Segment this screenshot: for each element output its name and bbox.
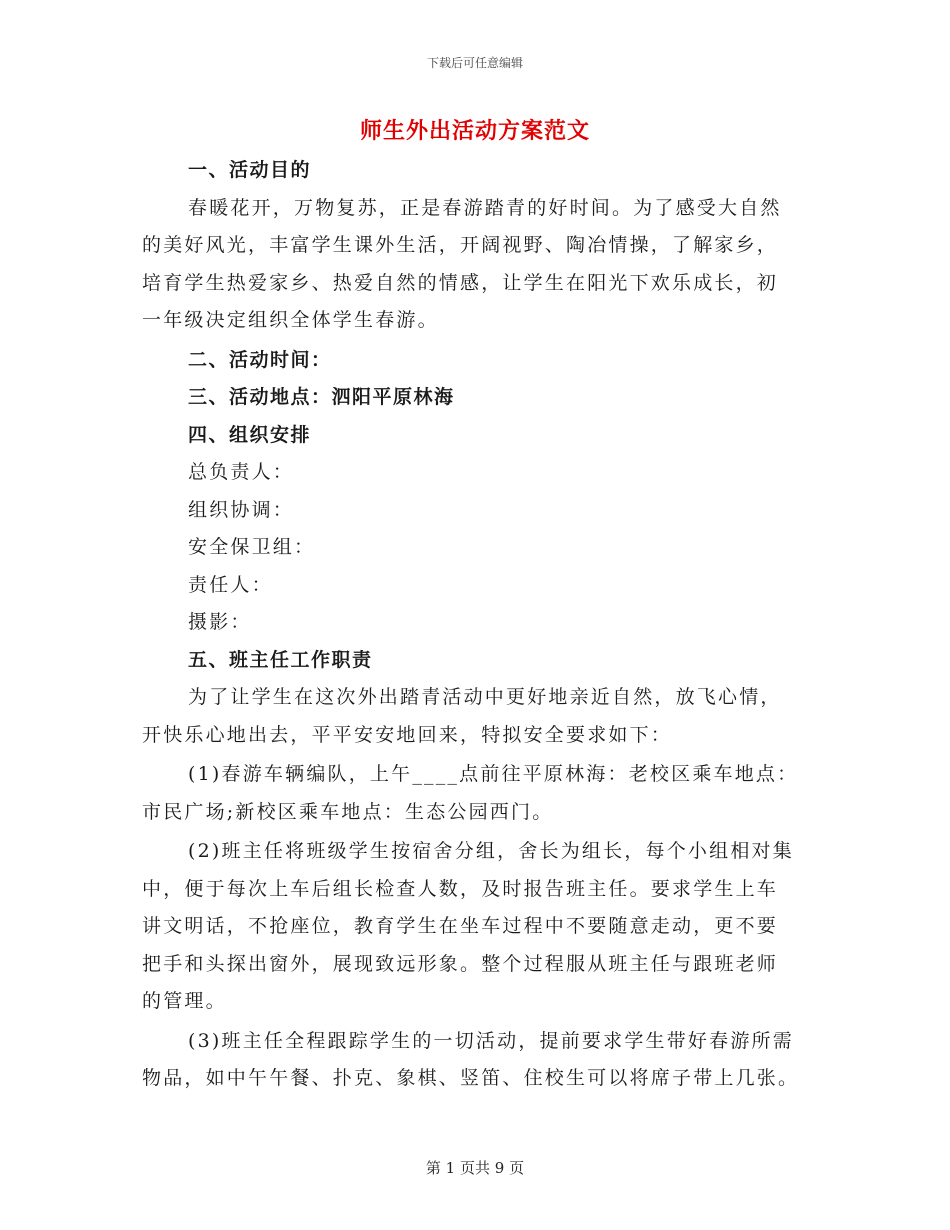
paragraph-line: 培育学生热爱家乡、热爱自然的情感，让学生在阳光下欢乐成长，初 — [142, 271, 779, 294]
paragraph-line: 的美好风光，丰富学生课外生活，开阔视野、陶冶情操，了解家乡， — [142, 234, 779, 256]
paragraph-line: 为了让学生在这次外出踏青活动中更好地亲近自然，放飞心情， — [188, 686, 782, 708]
org-item-photography: 摄影： — [188, 611, 252, 633]
page-number: 第 1 页共 9 页 — [425, 1159, 525, 1177]
document-body — [142, 152, 810, 1098]
section-4-heading: 四、组织安排 — [188, 423, 312, 446]
list-item-1-line: (1)春游车辆编队，上午____点前往平原林海：老校区乘车地点： — [188, 763, 799, 785]
section-1-heading: 一、活动目的 — [188, 159, 312, 181]
document-title: 师生外出活动方案范文 — [359, 118, 590, 144]
list-item-2-line: 讲文明话，不抢座位，教育学生在坐车过程中不要随意走动，更不要 — [142, 915, 779, 937]
paragraph-line: 春暖花开，万物复苏，正是春游踏青的好时间。为了感受大自然 — [188, 196, 782, 219]
section-2-heading: 二、活动时间： — [188, 348, 332, 371]
org-item-responsible: 责任人： — [188, 573, 273, 596]
paragraph-line: 开快乐心地出去，平平安安地回来，特拟安全要求如下： — [142, 723, 673, 746]
list-item-2-line: (2)班主任将班级学生按宿舍分组，舍长为组长，每个小组相对集 — [188, 840, 794, 862]
list-item-2-line: 把手和头探出窗外，展现致远形象。整个过程服从班主任与跟班老师 — [142, 952, 779, 975]
list-item-2-line: 中，便于每次上车后组长检查人数，及时报告班主任。要求学生上车 — [142, 877, 779, 900]
section-5-heading: 五、班主任工作职责 — [188, 648, 373, 671]
org-item-security: 安全保卫组： — [188, 536, 316, 558]
header-note: 下载后可任意编辑 — [426, 56, 523, 70]
list-item-3-line: 物品，如中午午餐、扑克、象棋、竖笛、住校生可以将席子带上几张。 — [142, 1067, 800, 1089]
org-item-leader: 总负责人： — [188, 461, 295, 483]
list-item-2-line: 的管理。 — [142, 990, 227, 1012]
list-item-3-line: (3)班主任全程跟踪学生的一切活动，提前要求学生带好春游所需 — [188, 1029, 794, 1052]
org-item-coordination: 组织协调： — [188, 498, 295, 521]
list-item-1-line: 市民广场;新校区乘车地点：生态公园西门。 — [142, 800, 554, 823]
section-3-heading: 三、活动地点：泗阳平原林海 — [188, 386, 455, 408]
paragraph-line: 一年级决定组织全体学生春游。 — [142, 309, 439, 331]
